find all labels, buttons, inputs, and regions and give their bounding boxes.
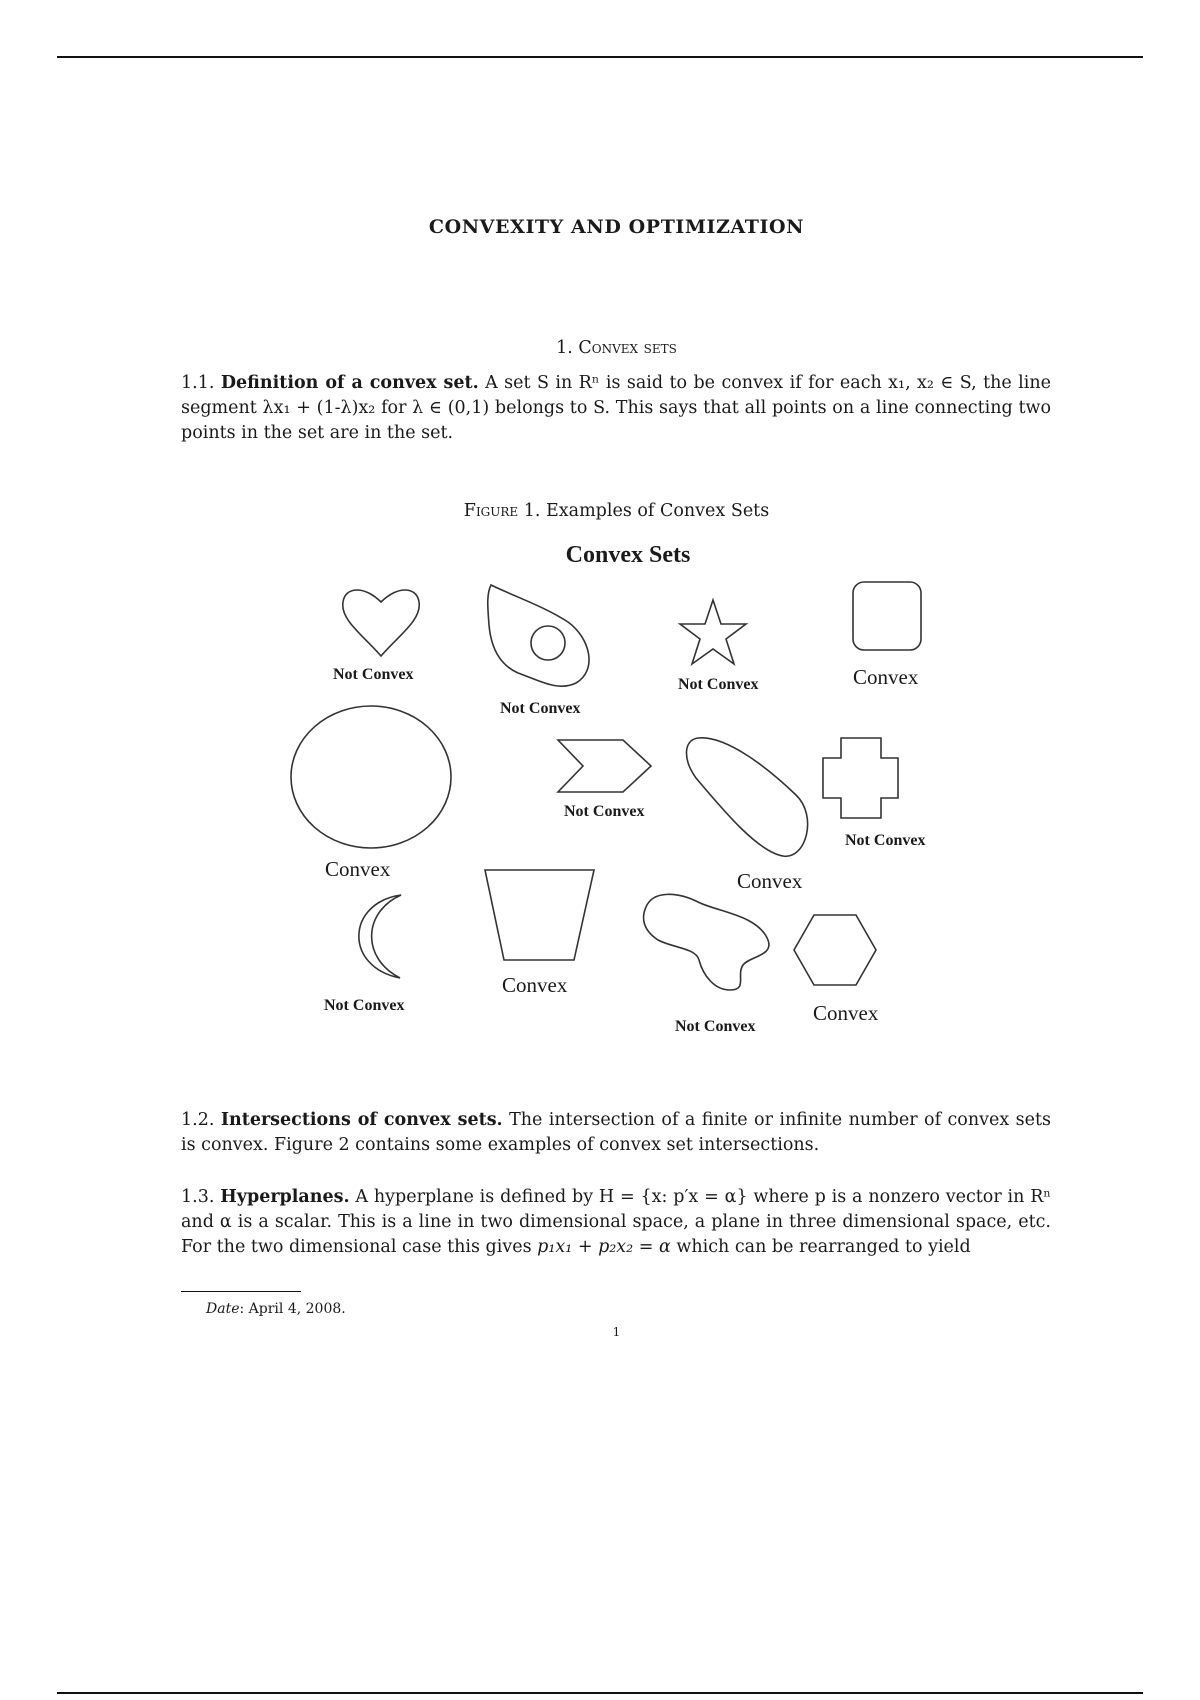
paragraph-body: A set S in Rⁿ is said to be convex if for each x₁, x₂ ∈ S, the line segment λx₁ + (1-λ)x₂ for λ ∈ (0,1) belongs to S. This says that all points on a line connecting two points in the set are in the set. <box>181 373 1051 443</box>
label-blob-with-hole: Not Convex <box>500 700 581 717</box>
bottom-rule <box>57 1692 1143 1694</box>
section-title: Convex sets <box>578 338 677 358</box>
paper-title: CONVEXITY AND OPTIMIZATION <box>428 216 805 238</box>
rounded-square-shape <box>853 582 921 650</box>
kidney-blob-shape <box>644 894 769 990</box>
section-heading <box>0 338 1200 358</box>
figure-drawing <box>278 540 958 1045</box>
paragraph-body: A hyperplane is defined by H = {x: p′x = α} where p is a nonzero vector in Rⁿ and α is a scalar. This is a line in two dimensional space, a plane in three dimensional space, etc. For the two dimensional case this gives <box>181 1187 1051 1257</box>
figure-caption-text: Examples of Convex Sets <box>546 501 770 521</box>
label-ellipse: Convex <box>737 869 803 893</box>
label-hexagon: Convex <box>813 1001 879 1025</box>
paragraph-heading: Intersections of convex sets. <box>220 1110 503 1130</box>
page-number: 1 <box>612 1325 621 1339</box>
label-cross: Not Convex <box>845 832 926 849</box>
paragraph-heading: Definition of a convex set. <box>220 373 479 393</box>
hyperplane-formula: p₁x₁ + p₂x₂ = α <box>537 1237 671 1257</box>
star-shape <box>680 600 746 664</box>
trapezoid-shape <box>485 870 594 960</box>
footnote-rule <box>181 1291 301 1292</box>
section-number: 1. <box>556 338 573 358</box>
top-rule <box>57 56 1143 58</box>
figure-caption-label: Figure 1. <box>463 501 541 521</box>
label-circle: Convex <box>325 857 391 881</box>
cross-shape <box>823 738 898 818</box>
label-trapezoid: Convex <box>502 973 568 997</box>
heart-shape <box>343 590 420 656</box>
convex-sets-figure <box>278 540 958 1045</box>
label-star: Not Convex <box>678 676 759 693</box>
label-rounded-square: Convex <box>853 665 919 689</box>
paragraph-number: 1.1. <box>181 373 215 393</box>
label-kidney-blob: Not Convex <box>675 1018 756 1035</box>
paragraph-number: 1.3. <box>181 1187 215 1207</box>
ellipse-shape <box>686 738 807 856</box>
paragraph-number: 1.2. <box>181 1110 215 1130</box>
footnote <box>206 1301 346 1317</box>
footnote-label: Date <box>206 1301 240 1317</box>
paragraph-definition <box>181 371 1051 446</box>
paragraph-hyperplanes <box>181 1185 1051 1260</box>
hexagon-shape <box>794 915 876 985</box>
paragraph-body-end: which can be rearranged to yield <box>676 1237 971 1257</box>
paragraph-intersections <box>181 1108 1051 1158</box>
footnote-text: : April 4, 2008. <box>239 1301 346 1317</box>
paragraph-body: The intersection of a finite or infinite number of convex sets is convex. Figure 2 contains some examples of convex set intersections. <box>181 1110 1051 1155</box>
label-chevron: Not Convex <box>564 803 645 820</box>
chevron-shape <box>558 740 651 792</box>
label-heart: Not Convex <box>333 666 414 683</box>
crescent-shape <box>359 895 401 978</box>
figure-caption <box>0 501 1200 521</box>
paragraph-heading: Hyperplanes. <box>220 1187 350 1207</box>
blob-with-hole-shape <box>488 585 589 686</box>
figure-image-title: Convex Sets <box>565 542 691 568</box>
hole-shape <box>531 626 565 660</box>
circle-shape <box>291 706 451 848</box>
label-crescent: Not Convex <box>324 997 405 1014</box>
